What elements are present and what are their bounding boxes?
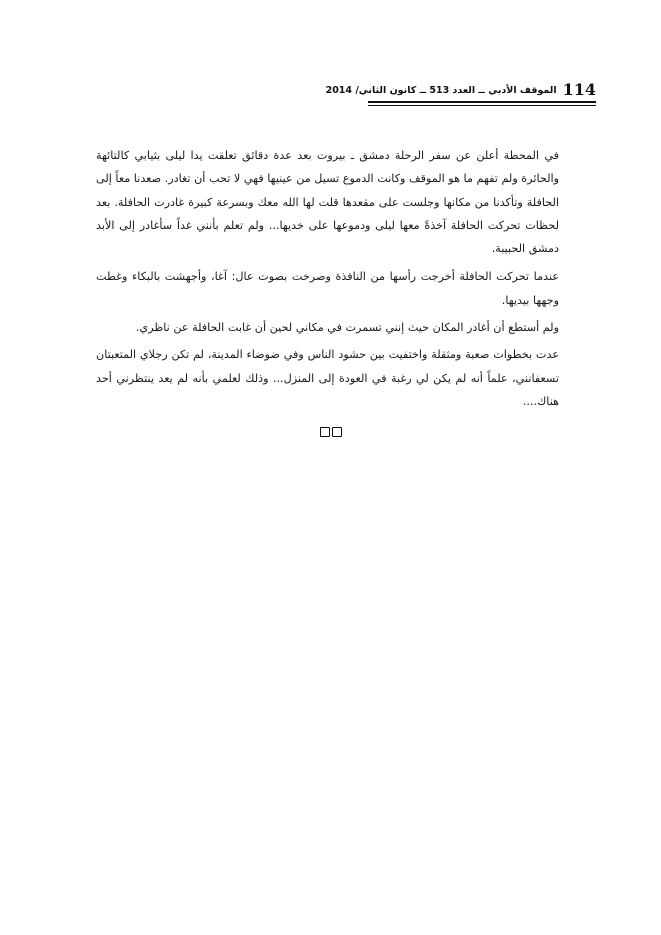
page-header (325, 78, 596, 100)
article-body (96, 144, 559, 418)
paragraph: في المحطة أعلن عن سفر الرحلة دمشق ـ بيروت بعد عدة دقائق تعلقت يدا ليلى بثيابي كالتائهة والحائرة ولم تفهم ما هو الموقف وكانت الدموع تسيل من عينيها فهي لا تحب أن تغادر. صعدنا معاً إلى الحافلة وتأكدنا من مكانها وجلست على مقعدها قلت لها الله معك وبسرعة كبيرة غادرت الحافلة. بعد لحظات تحركت الحافلة آخذةً معها ليلى ودموعها على خديها... ولم تعلم بأنني غداً سأغادر إلى الأبد دمشق الحبيبة. (96, 149, 559, 256)
end-mark-icon (320, 427, 342, 439)
page-number: 114 (562, 80, 596, 99)
end-mark-square-icon (332, 427, 342, 437)
header-rule-thick (368, 101, 596, 103)
paragraph: عندما تحركت الحافلة أخرجت رأسها من النافذة وصرخت بصوت عال: آغا، وأجهشت بالبكاء وغطت وجهها بيديها. (96, 270, 559, 307)
paragraph: ولم أستطع أن أغادر المكان حيث إنني تسمرت في مكاني لحين أن غابت الحافلة عن ناظري. (135, 321, 559, 335)
end-mark-square-icon (320, 427, 330, 437)
running-head: الموقف الأدبي ــ العدد 513 ــ كانون الثاني/ 2014 (325, 85, 557, 96)
paragraph: عدت بخطوات صعبة ومثقلة واختفيت بين حشود الناس وفي ضوضاء المدينة، لم تكن رجلاي المتعبتان تسعفانني، علماً أنه لم يكن لي رغبة في العودة إلى المنزل... وذلك لعلمي بأنه لم يعد ينتظرني أحد هناك.... (96, 348, 559, 408)
header-rule-thin (368, 105, 596, 106)
